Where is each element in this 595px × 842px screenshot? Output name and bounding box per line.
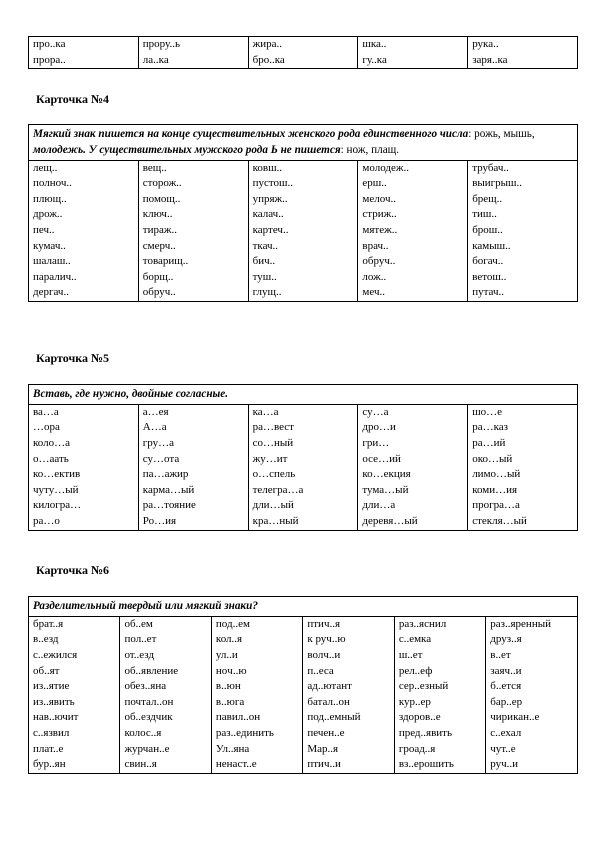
card6-word: ненаст..е [215, 758, 257, 771]
card6-word: об..ят [33, 664, 60, 677]
top-table-word: про..ка [33, 38, 66, 50]
card5-word: ко…ектив [33, 468, 81, 481]
card4-heading: Карточка №4 [36, 92, 110, 106]
card4-word: выигрыш.. [472, 177, 523, 190]
card5-column [29, 404, 139, 530]
card6-column [120, 616, 211, 773]
card4-word: путач.. [472, 286, 504, 299]
card4-column [468, 160, 578, 301]
card4-column [29, 160, 139, 301]
card4-block [28, 124, 578, 302]
card4-word: борщ.. [142, 270, 174, 283]
card4-word: смерч.. [142, 239, 176, 252]
top-table-column [138, 37, 248, 69]
card6-word: в..юга [215, 695, 245, 708]
card5-word: телегра…а [252, 483, 304, 496]
card4-instruction-examples-2: : нож, плащ. [340, 143, 400, 156]
top-table-block [28, 36, 578, 69]
card5-row [29, 404, 578, 530]
card5-word: дли…ый [252, 499, 294, 512]
card4-word: молодеж.. [362, 161, 409, 174]
card4-word: лож.. [362, 270, 387, 283]
card4-word: печ.. [33, 223, 55, 236]
top-table-word: гу..ка [362, 53, 387, 66]
card5-word: ра…тояние [142, 499, 196, 512]
card5-word: со…ный [252, 436, 294, 449]
card5-word: лимо…ый [472, 468, 521, 481]
card6-column [211, 616, 302, 773]
card4-word: плющ.. [33, 192, 67, 205]
card6-word: руч..и [490, 758, 519, 771]
card5-word-table [28, 404, 578, 531]
card6-word: здоров..е [398, 711, 441, 724]
card6-word: пред..явить [398, 726, 452, 739]
card5-word: око…ый [472, 452, 513, 465]
top-table-row [29, 37, 578, 69]
top-word-table [28, 36, 578, 69]
card6-word: раз..единить [215, 726, 274, 739]
card6-word: пол..ет [124, 633, 157, 646]
top-table-word: прора.. [33, 53, 66, 66]
card6-word: в..ет [490, 648, 511, 661]
card5-block [28, 384, 578, 531]
card6-word: в..езд [33, 633, 59, 646]
card6-word: колос..я [124, 726, 162, 739]
card4-word: врач.. [362, 239, 389, 252]
top-table-word: жира.. [252, 38, 282, 50]
card6-word: раз..яренный [490, 617, 551, 630]
card4-row [29, 160, 578, 301]
card5-column [468, 404, 578, 530]
card6-word: с..язвил [33, 726, 70, 739]
card5-word: ко…екция [362, 468, 411, 481]
card5-word: ра…вест [252, 421, 294, 434]
card4-word: полноч.. [33, 177, 72, 190]
card6-word: журчан..е [124, 742, 170, 755]
card6-word: птич..я [307, 617, 341, 630]
card6-word: с..ехал [490, 726, 522, 739]
card4-word: лещ.. [33, 161, 58, 174]
card5-word: Ро…ия [142, 514, 177, 527]
card4-word-table [28, 160, 578, 302]
card6-word: под..ем [215, 617, 250, 630]
card5-instruction [28, 384, 578, 404]
card6-word: с..емка [398, 633, 432, 646]
card4-word: ерш.. [362, 177, 387, 190]
card6-instruction-text: Разделительный твердый или мягкий знаки? [33, 600, 258, 612]
card6-word-table [28, 616, 578, 774]
card5-word: су…а [362, 405, 389, 418]
card6-word: брат..я [33, 617, 64, 630]
card4-word: товарищ.. [142, 255, 189, 268]
card4-word: трубач.. [472, 161, 509, 174]
card6-word: об..явление [124, 664, 179, 677]
card5-column [138, 404, 248, 530]
card5-instruction-text: Вставь, где нужно, двойные согласные. [33, 388, 229, 400]
card5-word: гри… [362, 436, 390, 449]
card4-word: тиш.. [472, 208, 497, 221]
card5-word: А…а [142, 421, 167, 434]
card6-column [394, 616, 485, 773]
card4-word: туш.. [252, 270, 277, 283]
card4-word: мятеж.. [362, 223, 398, 236]
card6-word: ад..ютант [307, 680, 352, 693]
card5-word: стекля…ый [472, 514, 527, 527]
card4-word: упряж.. [252, 192, 288, 205]
card4-word: мелоч.. [362, 192, 396, 205]
card6-word: рел..еф [398, 664, 433, 677]
card5-word: осе…ий [362, 452, 401, 465]
card6-word: ул..и [215, 648, 238, 661]
card6-word: из..явить [33, 695, 75, 708]
card4-word: богач.. [472, 255, 504, 268]
card6-word: из..ятие [33, 680, 70, 693]
card4-word: бич.. [252, 255, 276, 268]
card5-word: ка…а [252, 405, 279, 418]
card5-word: о…спель [252, 468, 296, 481]
card6-word: чут..е [490, 742, 516, 755]
card4-word: обруч.. [362, 255, 396, 268]
card6-word: обез..яна [124, 680, 167, 693]
card6-word: бар..ер [490, 695, 523, 708]
card4-word: сторож.. [142, 177, 182, 190]
card5-word: …ора [33, 421, 60, 434]
card5-column [358, 404, 468, 530]
card4-instruction-examples: : рожь, мышь, [468, 128, 535, 140]
card6-instruction [28, 596, 578, 616]
card6-word: плат..е [33, 742, 64, 755]
card4-word: обруч.. [142, 286, 176, 299]
card5-word: килогра… [33, 499, 82, 512]
top-table-column [358, 37, 468, 69]
card4-word: ключ.. [142, 208, 173, 221]
card4-column [248, 160, 358, 301]
top-table-word: рука.. [472, 38, 499, 50]
card6-word: сер..езный [398, 680, 449, 693]
card6-word: вз..ерошить [398, 758, 454, 771]
top-table-column [248, 37, 358, 69]
card4-word: камыш.. [472, 239, 511, 252]
card5-word: чуту…ый [33, 483, 79, 496]
card4-word: помощ.. [142, 192, 181, 205]
top-table-column [29, 37, 139, 69]
card6-word: нав..ючит [33, 711, 79, 724]
card6-word: почтал..он [124, 695, 174, 708]
card5-word: жу…ит [252, 452, 288, 465]
card4-instruction-rule: Мягкий знак пишется на конце существительных женского рода единственного числа [33, 128, 469, 140]
card4-word: вещ.. [142, 161, 167, 174]
card6-word: чирикан..е [490, 711, 540, 724]
card5-word: коми…ия [472, 483, 518, 496]
card5-word: коло…а [33, 436, 71, 449]
card4-word: брещ.. [472, 192, 503, 205]
card6-word: птич..и [307, 758, 341, 771]
card4-word: глущ.. [252, 286, 282, 299]
card6-word: свин..я [124, 758, 157, 771]
card5-word: а…ея [142, 405, 169, 418]
card6-word: об..ездчик [124, 711, 173, 724]
card4-word: кумач.. [33, 239, 66, 252]
card6-word: бур..ян [33, 758, 66, 771]
card6-word: Ул..яна [215, 742, 250, 755]
card6-word: раз..яснил [398, 617, 447, 630]
top-table-column [468, 37, 578, 69]
card6-word: кол..я [215, 633, 243, 646]
card6-column [29, 616, 120, 773]
card4-word: стриж.. [362, 208, 397, 221]
card5-word: кра…ный [252, 514, 299, 527]
card4-word: ветош.. [472, 270, 507, 283]
card5-word: карма…ый [142, 483, 195, 496]
card6-word: печен..е [307, 726, 345, 739]
top-table-word: шка.. [362, 38, 387, 50]
card5-word: дро…и [362, 421, 396, 434]
card6-word: под..емный [307, 711, 361, 724]
card5-word: ва…а [33, 405, 59, 418]
card4-instruction [28, 124, 578, 160]
card5-word: деревя…ый [362, 514, 418, 527]
card6-word: в..юн [215, 680, 241, 693]
card6-word: п..еса [307, 664, 334, 677]
card6-word: с..ежился [33, 648, 78, 661]
card6-word: от..езд [124, 648, 155, 661]
card5-word: о…аать [33, 452, 69, 465]
top-table-word: ла..ка [142, 53, 169, 66]
card4-word: ткач.. [252, 239, 279, 252]
card6-column [303, 616, 394, 773]
top-table-word: бро..ка [252, 53, 285, 66]
card4-word: калач.. [252, 208, 284, 221]
card6-word: к руч..ю [307, 633, 346, 646]
card4-word: картеч.. [252, 223, 289, 236]
card6-word: гроад..я [398, 742, 436, 755]
card6-row [29, 616, 578, 773]
card5-column [248, 404, 358, 530]
card6-word: павил..он [215, 711, 261, 724]
card6-column [486, 616, 578, 773]
card6-word: ш..ет [398, 648, 423, 661]
card4-instruction-rule-2: молодежь. У существительных мужского рода Ь не пишется [33, 143, 341, 156]
card5-word: су…ота [142, 452, 180, 465]
card4-column [358, 160, 468, 301]
card5-word: ра…о [33, 514, 60, 527]
card4-column [138, 160, 248, 301]
card5-heading: Карточка №5 [36, 351, 110, 365]
card6-word: батал..он [307, 695, 350, 708]
card6-word: друз..я [490, 633, 522, 646]
card4-word: пустош.. [252, 177, 293, 190]
card6-heading: Карточка №6 [36, 563, 110, 577]
card4-word: дергач.. [33, 286, 69, 299]
card4-word: тираж.. [142, 223, 177, 236]
card6-word: б..ется [490, 680, 522, 693]
card6-word: волч..и [307, 648, 341, 661]
card6-word: об..ем [124, 617, 153, 630]
card5-word: ра…каз [472, 421, 508, 434]
card4-word: брош.. [472, 223, 503, 236]
card4-word: дрож.. [33, 208, 63, 221]
card5-word: гру…а [142, 436, 175, 449]
card4-word: меч.. [362, 286, 385, 299]
card4-word: паралич.. [33, 270, 77, 283]
card6-word: заяч..и [490, 664, 522, 677]
card6-word: Мар..я [307, 742, 339, 755]
card6-block [28, 596, 578, 774]
card5-word: тума…ый [362, 483, 409, 496]
card5-word: ра…ий [472, 436, 506, 449]
card5-word: па…ажир [142, 468, 189, 481]
card5-word: шо…е [472, 405, 503, 418]
top-table-word: прору..ь [142, 38, 180, 50]
top-table-word: заря..ка [472, 53, 508, 66]
card4-word: шалаш.. [33, 255, 71, 268]
card6-word: нoч..ю [215, 664, 247, 677]
card4-word: ковш.. [252, 161, 283, 174]
card5-word: програ…а [472, 499, 520, 512]
card5-word: дли…а [362, 499, 396, 512]
card6-word: кур..ер [398, 695, 431, 708]
